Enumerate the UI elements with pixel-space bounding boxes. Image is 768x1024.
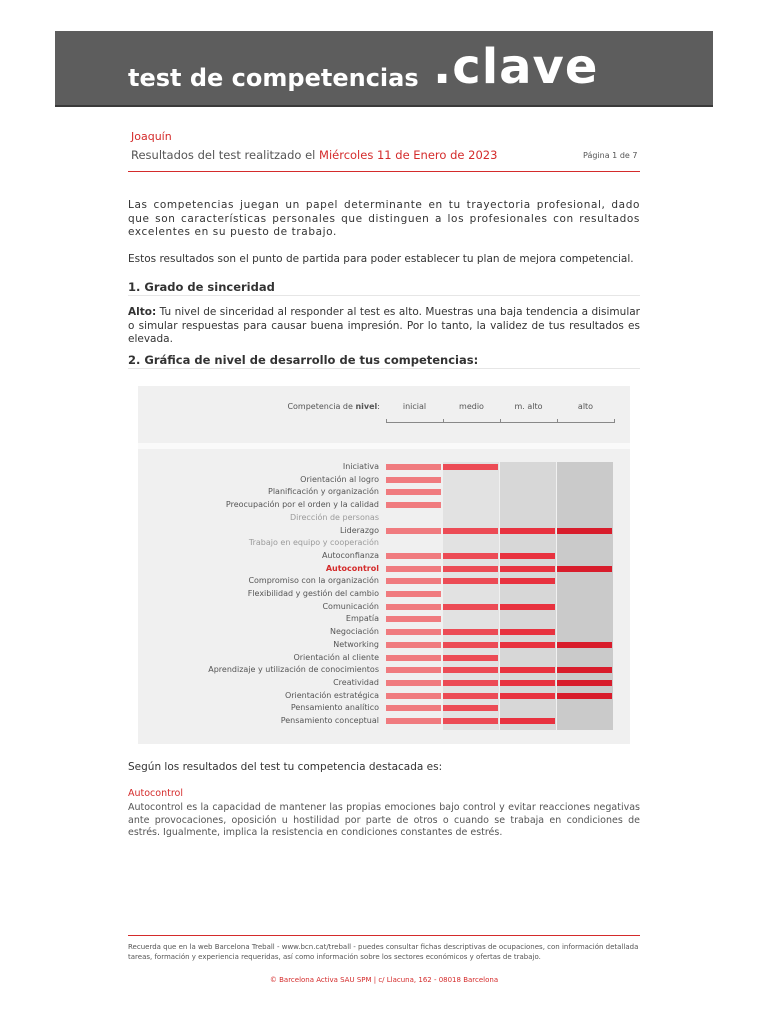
section-2-divider: [128, 368, 640, 369]
chart-axis-tick: [557, 419, 558, 423]
chart-axis-tick: [386, 419, 387, 423]
section-1-divider: [128, 295, 640, 296]
chart-level-bold: nivel: [355, 402, 378, 411]
chart-bar-segment: [443, 667, 498, 673]
chart-bar-segment: [500, 629, 555, 635]
chart-category-label: Flexibilidad y gestión del cambio: [247, 589, 379, 598]
competency-chart: [138, 386, 630, 744]
chart-bar-segment: [557, 667, 612, 673]
chart-category-label: Orientación al cliente: [293, 652, 379, 662]
chart-bar-segment: [386, 655, 441, 661]
chart-bar-segment: [443, 642, 498, 648]
chart-bar-segment: [500, 718, 555, 724]
candidate-name: Joaquín: [131, 130, 172, 143]
results-prefix: Resultados del test realitzado el: [131, 148, 320, 162]
chart-bar-segment: [557, 680, 612, 686]
chart-bar-segment: [443, 655, 498, 661]
chart-category-label: Creatividad: [333, 677, 379, 687]
chart-bar-segment: [386, 566, 441, 572]
brand-logo: .clave: [433, 39, 599, 95]
chart-bar-segment: [500, 642, 555, 648]
section-1-heading: 1. Grado de sinceridad: [128, 280, 275, 294]
chart-category-label: Dirección de personas: [290, 512, 379, 522]
chart-category-label: Pensamiento analítico: [290, 703, 379, 713]
chart-category-label: Preocupación por el orden y la calidad: [225, 500, 379, 510]
chart-bar-segment: [386, 642, 441, 648]
chart-bar-segment: [500, 667, 555, 673]
chart-bar-segment: [386, 464, 441, 470]
sincerity-level: Alto:: [128, 306, 157, 318]
chart-bar-segment: [386, 591, 441, 597]
outcome-intro: Según los resultados del test tu competencia destacada es:: [128, 761, 443, 773]
chart-bar-segment: [386, 705, 441, 711]
chart-category-label: Networking: [333, 639, 379, 649]
chart-category-label: Autoconfianza: [321, 550, 379, 560]
footer-copyright: © Barcelona Activa SAU SPM | c/ Llacuna, 162 - 08018 Barcelona: [269, 976, 499, 984]
chart-category-label: Autocontrol: [325, 563, 379, 573]
test-date: Miércoles 11 de Enero de 2023: [319, 148, 498, 162]
chart-bar-segment: [386, 616, 441, 622]
page-header: [55, 31, 713, 107]
chart-bar-segment: [500, 604, 555, 610]
chart-bar-segment: [443, 629, 498, 635]
page-number: Página 1 de 7: [583, 151, 638, 160]
chart-bar-segment: [500, 553, 555, 559]
chart-level-caption: [287, 402, 380, 411]
chart-axis-tick: [443, 419, 444, 423]
chart-bar-segment: [386, 667, 441, 673]
chart-bar-segment: [386, 693, 441, 699]
chart-bar-segment: [557, 642, 612, 648]
chart-level-label: m. alto: [514, 402, 543, 411]
chart-bar-segment: [386, 528, 441, 534]
chart-bar-segment: [500, 566, 555, 572]
chart-column-bg: [557, 462, 613, 730]
chart-bar-segment: [386, 680, 441, 686]
chart-bar-segment: [443, 693, 498, 699]
chart-bar-segment: [443, 464, 498, 470]
intro-paragraph-2: Estos resultados son el punto de partida para poder establecer tu plan de mejora competencial.: [128, 253, 634, 265]
chart-bar-segment: [500, 693, 555, 699]
chart-category-label: Orientación al logro: [300, 474, 379, 484]
chart-bar-segment: [443, 566, 498, 572]
chart-bar-segment: [386, 489, 441, 495]
footer-note: Recuerda que en la web Barcelona Treball - www.bcn.cat/treball - puedes consultar fichas descriptivas de ocupaciones, con información detallada tareas, formación y experiencia requeridas, así como información sobre los sectores económicos y ofertas de trabajo.: [128, 943, 639, 961]
chart-category-label: Comunicación: [322, 601, 379, 611]
chart-bar-segment: [443, 718, 498, 724]
chart-bar-segment: [557, 693, 612, 699]
chart-bar-segment: [386, 578, 441, 584]
chart-bar-segment: [557, 528, 612, 534]
chart-category-label: Planificación y organización: [268, 487, 379, 497]
sincerity-description: Tu nivel de sinceridad al responder al test es alto. Muestras una baja tendencia a disimular o simular respuestas para causar buena impresión. Por lo tanto, la validez de tus resultados es elevada.: [128, 306, 640, 345]
chart-level-label: alto: [577, 402, 594, 411]
chart-bar-segment: [443, 680, 498, 686]
chart-level-suffix: :: [377, 402, 380, 411]
chart-bar-segment: [443, 604, 498, 610]
chart-category-label: Iniciativa: [342, 462, 379, 471]
chart-bar-segment: [500, 528, 555, 534]
chart-bar-segment: [386, 553, 441, 559]
chart-bar-segment: [557, 566, 612, 572]
chart-category-label: Negociación: [330, 627, 379, 637]
chart-bar-segment: [443, 553, 498, 559]
chart-level-label: inicial: [402, 402, 427, 411]
chart-bar-segment: [443, 578, 498, 584]
chart-category-label: Orientación estratégica: [284, 690, 379, 700]
chart-bar-segment: [386, 718, 441, 724]
sincerity-text: [128, 306, 640, 347]
highlighted-competency: Autocontrol: [128, 788, 183, 799]
chart-bar-segment: [443, 705, 498, 711]
chart-level-label: medio: [459, 402, 484, 411]
chart-bar-segment: [386, 502, 441, 508]
chart-category-label: Trabajo en equipo y cooperación: [248, 538, 379, 548]
competency-description: Autocontrol es la capacidad de mantener las propias emociones bajo control y evitar reacciones negativas ante provocaciones, oposición u hostilidad por parte de otros o cuando se trabaja en condiciones de estrés. Igualmente, implica la resistencia en condiciones constantes de estrés.: [128, 802, 640, 838]
chart-bar-segment: [386, 629, 441, 635]
chart-category-label: Aprendizaje y utilización de conocimientos: [208, 665, 379, 675]
header-title: test de competencias: [128, 64, 419, 92]
chart-bar-segment: [500, 578, 555, 584]
chart-category-label: Empatía: [345, 614, 379, 624]
chart-category-label: Pensamiento conceptual: [280, 716, 379, 725]
chart-level-prefix: Competencia de: [287, 402, 356, 411]
header-divider: [128, 171, 640, 172]
chart-bar-segment: [386, 477, 441, 483]
chart-header-panel: [138, 386, 630, 443]
chart-category-label: Compromiso con la organización: [248, 576, 379, 586]
section-2-heading: 2. Gráfica de nivel de desarrollo de tus competencias:: [128, 353, 479, 367]
chart-bar-segment: [500, 680, 555, 686]
chart-column-bg: [500, 462, 556, 730]
chart-category-label: Liderazgo: [339, 525, 379, 535]
footer-divider: [128, 935, 640, 936]
chart-bar-segment: [443, 528, 498, 534]
intro-paragraph-1: Las competencias juegan un papel determinante en tu trayectoria profesional, dado que son características personales que distinguen a los profesionales con resultados excelentes en su puesto de trabajo.: [128, 199, 640, 238]
results-subtitle: [131, 148, 497, 162]
chart-axis-tick: [500, 419, 501, 423]
chart-bar-segment: [386, 604, 441, 610]
chart-axis-tick: [614, 419, 615, 423]
chart-column-bg: [443, 462, 499, 730]
